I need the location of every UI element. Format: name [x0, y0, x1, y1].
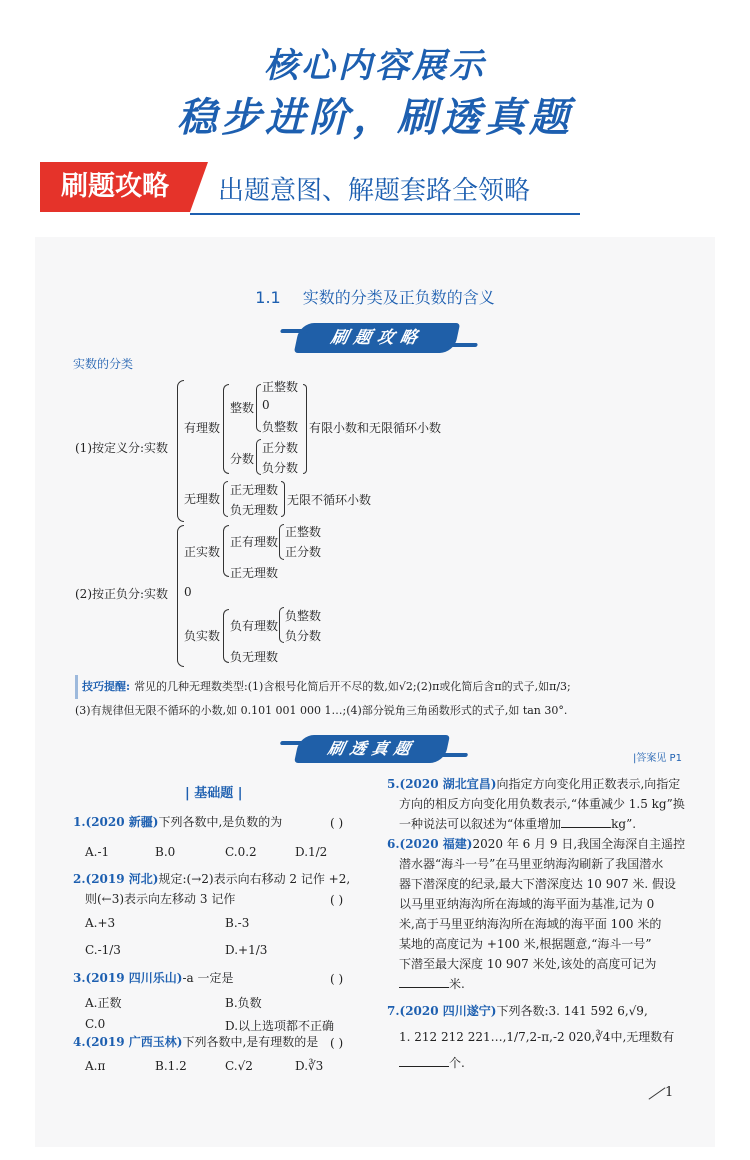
q2-opt-c: C.-1/3	[85, 943, 121, 957]
tip-line-2: (3)有规律但无限不循环的小数,如 0.101 001 000 1…;(4)部分锐角三角函数形式的式子,如 tan 30°.	[75, 704, 568, 717]
section-title-text: 实数的分类及正负数的含义	[302, 288, 495, 307]
question-1	[73, 812, 282, 832]
q4-opt-c: C.√2	[225, 1059, 253, 1073]
q3-opt-d: D.以上选项都不正确	[225, 1019, 335, 1033]
q7-line-2: 1. 212 212 221…,1/7,2-π,-2 020,∛4中,无理数有	[399, 1030, 675, 1044]
c2-pos-rat-brace	[279, 524, 284, 560]
q7-line-3	[399, 1053, 465, 1073]
c2-pos-rat: 正有理数	[230, 535, 279, 549]
q5-line-1: 向指定方向变化用正数表示,向指定	[496, 777, 681, 791]
book-page	[35, 237, 715, 1147]
q4-opt-a: A.π	[85, 1059, 106, 1073]
c1-neg-frac: 负分数	[262, 461, 299, 475]
c2-zero: 0	[184, 585, 192, 599]
q3-opt-c: C.0	[85, 1017, 106, 1031]
c1-irrational-brace	[223, 481, 228, 517]
q4-opt-b: B.1.2	[155, 1059, 187, 1073]
q6-line-8-end: 米.	[449, 977, 465, 991]
q5-line-3-text: 一种说法可以叙述为“体重增加	[399, 817, 562, 831]
q1-num: 1.	[73, 815, 86, 829]
q1-src: (2020 新疆)	[85, 815, 159, 829]
q4-opt-d: D.∛3	[295, 1059, 324, 1073]
answer-ref: |答案见 P1	[633, 753, 682, 764]
q3-num: 3.	[73, 971, 86, 985]
c1-irrational: 无理数	[184, 492, 221, 506]
q1-opt-c: C.0.2	[225, 845, 257, 859]
tip-label: 技巧提醒:	[82, 680, 131, 693]
question-6	[387, 834, 685, 854]
q4-paren: ( )	[330, 1036, 344, 1050]
page-number-slash	[649, 1087, 666, 1099]
q7-num: 7.	[387, 1004, 400, 1018]
c2-neg-irr: 负无理数	[230, 650, 279, 664]
q1-opt-b: B.0	[155, 845, 176, 859]
hero-line-2: 稳步进阶，刷透真题	[177, 95, 573, 141]
q3-opt-a: A.正数	[85, 996, 122, 1010]
c1-rational-brace	[223, 384, 229, 474]
c2-pos-real-brace	[223, 525, 229, 577]
q2-opt-b: B.-3	[225, 916, 250, 930]
tip-line-1-wrap	[75, 675, 715, 699]
c2-pos-int: 正整数	[285, 525, 322, 539]
c2-neg-rat: 负有理数	[230, 619, 279, 633]
c1-pos-irr: 正无理数	[230, 483, 279, 497]
q5-line-2: 方向的相反方向变化用负数表示,“体重减少 1.5 kg”换	[399, 797, 685, 811]
q5-blank	[561, 827, 611, 828]
c2-pos-frac: 正分数	[285, 545, 322, 559]
c1-brace	[177, 380, 184, 522]
q7-line-1: 下列各数:3. 141 592 6,√9,	[496, 1004, 648, 1018]
q6-line-6: 某地的高度记为 +100 米,根据题意,“海斗一号”	[399, 937, 652, 951]
question-3	[73, 968, 234, 988]
q6-line-2: 潜水器“海斗一号”在马里亚纳海沟刷新了我国潜水	[399, 857, 664, 871]
q7-line-3-end: 个.	[449, 1056, 465, 1070]
c2-pos-irr: 正无理数	[230, 566, 279, 580]
q6-src: (2020 福建)	[399, 837, 473, 851]
tag-slant	[190, 162, 208, 212]
question-5	[387, 774, 680, 794]
tip-line-1: 常见的几种无理数类型:(1)含根号化简后开不尽的数,如√2;(2)π或化简后含π的式子,如π/3;	[134, 680, 571, 693]
q2-paren: ( )	[330, 893, 344, 907]
q2-opt-d: D.+1/3	[225, 943, 268, 957]
c1-fraction: 分数	[230, 452, 255, 466]
tip-box	[75, 675, 715, 723]
q2-src: (2019 河北)	[85, 872, 159, 886]
q2-num: 2.	[73, 872, 86, 886]
q6-num: 6.	[387, 837, 400, 851]
q7-src: (2020 四川遂宁)	[399, 1004, 497, 1018]
q4-text: 下列各数中,是有理数的是	[182, 1035, 319, 1049]
q6-line-1: 2020 年 6 月 9 日,我国全海深自主遥控	[472, 837, 686, 851]
c1-rational-close-brace	[303, 384, 307, 474]
q3-src: (2019 四川乐山)	[85, 971, 183, 985]
q1-opt-d: D.1/2	[295, 845, 328, 859]
q5-num: 5.	[387, 777, 400, 791]
q6-line-4: 以马里亚纳海沟所在海域的海平面为基准,记为 0	[399, 897, 655, 911]
c1-zero: 0	[262, 398, 270, 412]
c1-rational: 有理数	[184, 421, 221, 435]
c2-root: (2)按正负分:实数	[75, 587, 169, 601]
c1-rational-note: 有限小数和无限循环小数	[309, 421, 442, 435]
strategy-strip	[40, 162, 540, 216]
q2-text: 规定:(→2)表示向右移动 2 记作 +2,	[158, 872, 351, 886]
c1-integer-brace	[256, 384, 261, 432]
c2-neg-int: 负整数	[285, 609, 322, 623]
q3-paren: ( )	[330, 972, 344, 986]
q2-text-2: 则(←3)表示向左移动 3 记作	[85, 892, 236, 906]
page-number: 1	[665, 1085, 674, 1100]
strategy-slogan: 出题意图、解题套路全领略	[218, 176, 531, 206]
q6-line-7: 下潜至最大深度 10 907 米处,该处的高度可记为	[399, 957, 657, 971]
c2-neg-real-brace	[223, 609, 229, 663]
section-number: 1.1	[255, 288, 281, 307]
c2-neg-frac: 负分数	[285, 629, 322, 643]
q3-text: -a 一定是	[182, 971, 234, 985]
q6-blank	[399, 987, 449, 988]
question-7	[387, 1001, 648, 1021]
c2-pos-real: 正实数	[184, 545, 221, 559]
q4-num: 4.	[73, 1035, 86, 1049]
c1-root: (1)按定义分:实数	[75, 441, 169, 455]
q6-line-3: 器下潜深度的纪录,最大下潜深度达 10 907 米. 假设	[399, 877, 677, 891]
q5-line-3-end: kg”.	[611, 817, 637, 831]
question-4	[73, 1032, 318, 1052]
q1-text: 下列各数中,是负数的为	[158, 815, 283, 829]
c2-neg-real: 负实数	[184, 629, 221, 643]
q4-src: (2019 广西玉林)	[85, 1035, 183, 1049]
strategy-tag: 刷题攻略	[40, 162, 190, 212]
section-title	[35, 285, 715, 308]
banner-practice: 刷透真题	[294, 735, 450, 763]
c1-pos-int: 正整数	[262, 380, 299, 394]
q1-opt-a: A.-1	[85, 845, 110, 859]
c1-irrational-note: 无限不循环小数	[287, 493, 372, 507]
q1-paren: ( )	[330, 816, 344, 830]
c1-neg-int: 负整数	[262, 420, 299, 434]
banner-strategy: 刷题攻略	[294, 323, 460, 353]
c1-integer: 整数	[230, 401, 255, 415]
basic-title: | 基础题 |	[185, 786, 243, 801]
subheading: 实数的分类	[73, 357, 134, 371]
c1-neg-irr: 负无理数	[230, 503, 279, 517]
question-2	[73, 869, 350, 889]
slogan-underline	[190, 213, 580, 215]
hero-line-1: 核心内容展示	[264, 46, 486, 86]
q5-line-3	[399, 814, 636, 834]
q6-line-5: 米,高于马里亚纳海沟所在海域的海平面 100 米的	[399, 917, 662, 931]
c2-brace	[177, 525, 184, 667]
q6-line-8	[399, 974, 465, 994]
q3-opt-b: B.负数	[225, 996, 262, 1010]
c1-irrational-close-brace	[281, 481, 285, 517]
c1-fraction-brace	[256, 439, 261, 475]
q5-src: (2020 湖北宜昌)	[399, 777, 497, 791]
c1-pos-frac: 正分数	[262, 441, 299, 455]
q7-blank	[399, 1066, 449, 1067]
c2-neg-rat-brace	[279, 607, 284, 643]
q2-opt-a: A.+3	[85, 916, 116, 930]
